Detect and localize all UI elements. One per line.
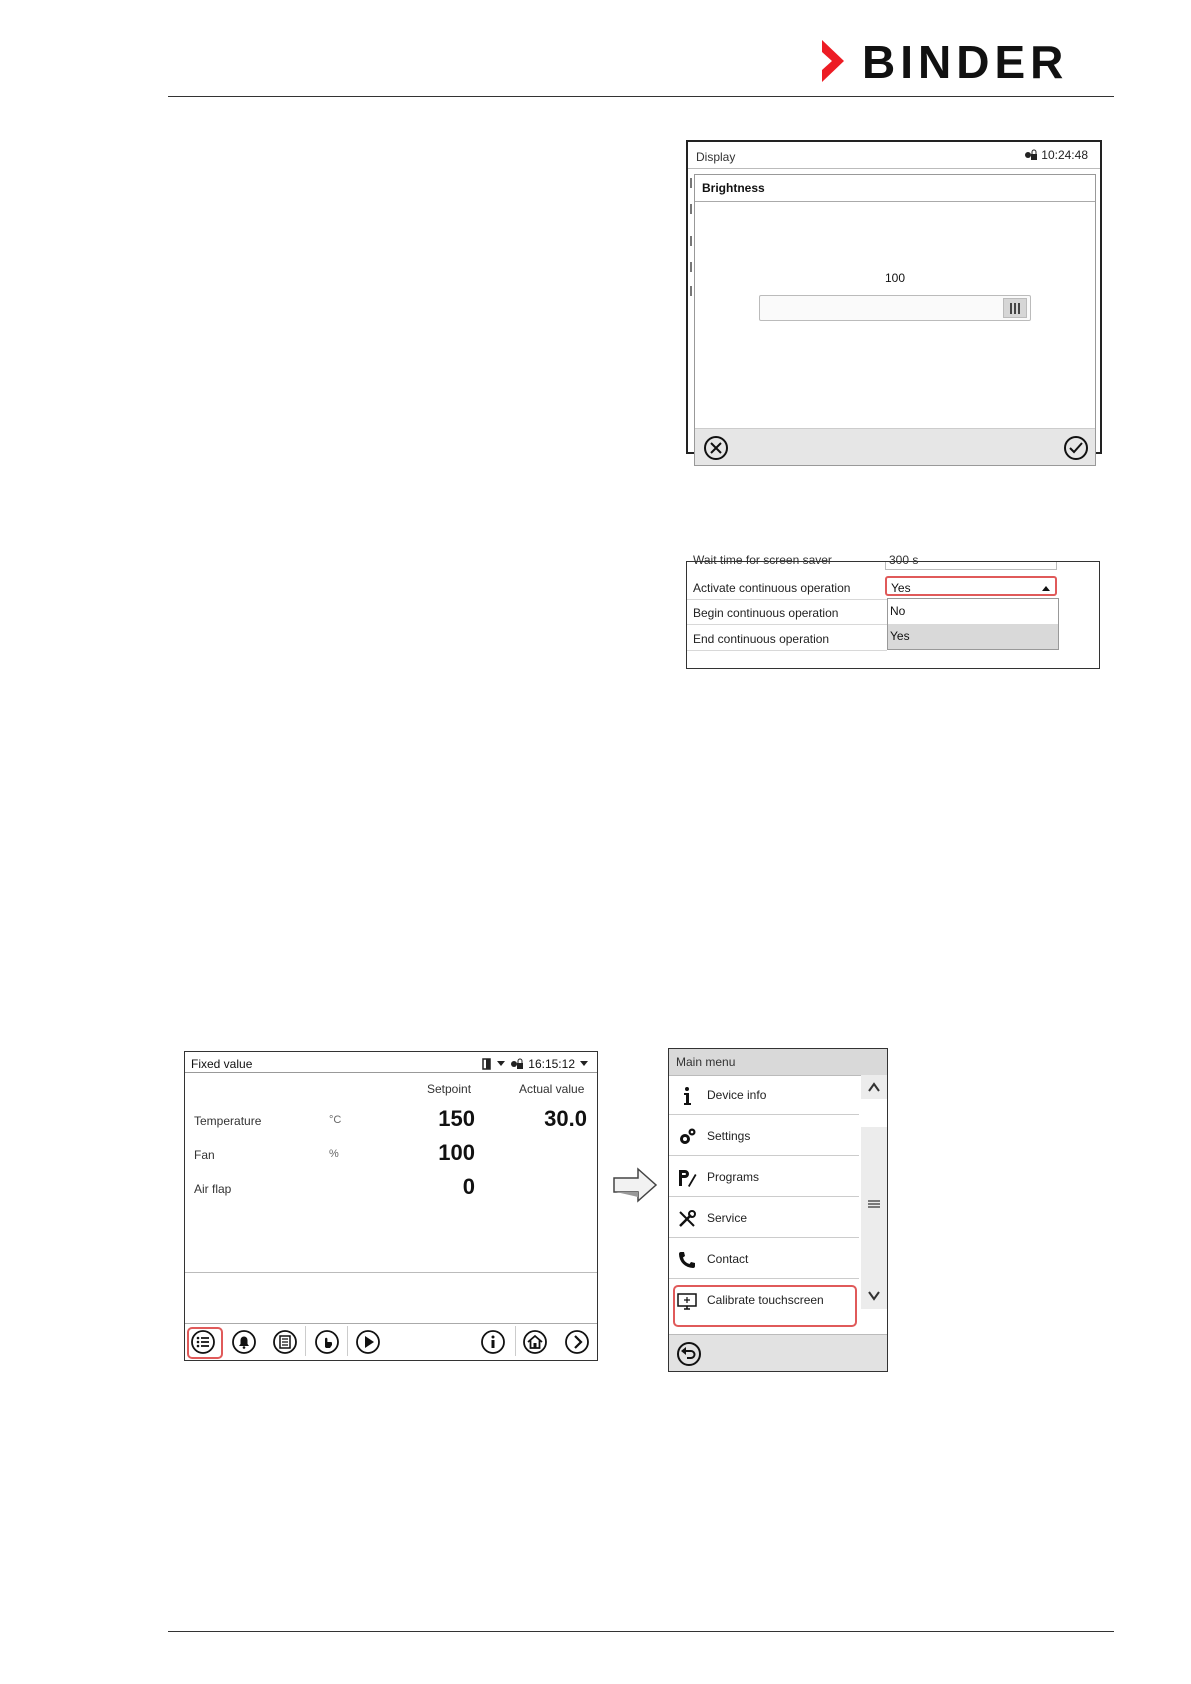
- temperature-setpoint[interactable]: 150: [438, 1106, 475, 1131]
- toolbar-divider: [305, 1326, 306, 1356]
- brightness-slider[interactable]: [759, 295, 1031, 321]
- row-temperature-unit: °C: [329, 1114, 342, 1126]
- binder-logo-mark-icon: [822, 40, 848, 82]
- fixed-value-screen: [184, 1051, 598, 1361]
- selected-value: Yes: [891, 581, 911, 595]
- brand-name: BINDER: [862, 36, 1069, 88]
- lock-user-icon: [1024, 149, 1038, 161]
- col-setpoint: Setpoint: [427, 1082, 472, 1096]
- footer-rule: [168, 1631, 1114, 1632]
- manual-mode-icon[interactable]: [315, 1330, 339, 1354]
- row-activate-label: Activate continuous operation: [693, 581, 851, 595]
- screen-title: Display: [696, 150, 736, 164]
- menu-item-label: Calibrate touchscreen: [707, 1293, 824, 1307]
- header-rule: [168, 96, 1114, 97]
- toolbar-divider: [347, 1326, 348, 1356]
- alarm-icon[interactable]: [232, 1330, 256, 1354]
- row-fan-label: Fan: [194, 1148, 215, 1162]
- menu-footer: [669, 1334, 887, 1371]
- fan-setpoint[interactable]: 100: [438, 1140, 475, 1165]
- tools-icon: [677, 1209, 697, 1229]
- program-start-icon[interactable]: [356, 1330, 380, 1354]
- toolbar-divider: [515, 1326, 516, 1356]
- menu-item-service[interactable]: [669, 1200, 859, 1238]
- slider-handle[interactable]: [1003, 298, 1027, 318]
- gears-icon: [677, 1127, 697, 1147]
- event-list-icon[interactable]: [273, 1330, 297, 1354]
- binder-logo: [822, 38, 1112, 86]
- display-settings-screen: [686, 140, 1102, 454]
- row-temperature-label: Temperature: [194, 1114, 262, 1128]
- highlight-frame: [673, 1285, 857, 1327]
- main-menu-icon[interactable]: [191, 1330, 215, 1354]
- partial-row-label: Wait time for screen saver: [693, 553, 832, 567]
- dialog-footer: [695, 428, 1095, 465]
- brightness-dialog: [694, 174, 1096, 466]
- screen-title: Main menu: [669, 1049, 887, 1076]
- chevron-down-icon[interactable]: [496, 1060, 506, 1068]
- screen-title: Fixed value: [191, 1057, 253, 1071]
- row-end-label: End continuous operation: [693, 632, 830, 646]
- temperature-actual: 30.0: [544, 1106, 587, 1131]
- brightness-value: 100: [884, 271, 906, 285]
- status-bar: [482, 1057, 589, 1071]
- option-no[interactable]: No: [890, 604, 906, 618]
- menu-item-device-info[interactable]: [669, 1077, 859, 1115]
- menu-item-label: Device info: [707, 1088, 767, 1102]
- program-editor-icon: [677, 1168, 697, 1188]
- continuous-operation-screen: [686, 553, 1100, 669]
- menu-item-programs[interactable]: [669, 1159, 859, 1197]
- time-text: 16:15:12: [528, 1057, 575, 1071]
- col-actual: Actual value: [519, 1082, 585, 1096]
- caret-up-icon: [1042, 586, 1050, 591]
- dropdown-list: [887, 598, 1059, 650]
- lock-user-icon: [510, 1058, 524, 1070]
- next-icon[interactable]: [565, 1330, 589, 1354]
- menu-scrollbar[interactable]: [861, 1075, 887, 1309]
- activate-continuous-select[interactable]: [885, 576, 1057, 596]
- scroll-thumb[interactable]: [861, 1099, 887, 1127]
- menu-item-label: Contact: [707, 1252, 749, 1266]
- check-circle-icon[interactable]: [1063, 435, 1089, 461]
- chevron-up-icon[interactable]: [867, 1081, 881, 1093]
- dialog-title: Brightness: [695, 175, 1095, 202]
- arrow-right-icon: [612, 1167, 658, 1203]
- status-time: [1024, 148, 1088, 162]
- home-icon[interactable]: [523, 1330, 547, 1354]
- time-text: 10:24:48: [1041, 148, 1088, 162]
- menu-item-label: Settings: [707, 1129, 751, 1143]
- info-icon: [677, 1086, 697, 1106]
- row-divider: [687, 650, 887, 651]
- row-divider: [687, 599, 887, 600]
- chevron-down-icon[interactable]: [867, 1289, 881, 1301]
- cancel-circle-icon[interactable]: [703, 435, 729, 461]
- option-yes[interactable]: Yes: [888, 624, 1058, 649]
- row-begin-label: Begin continuous operation: [693, 606, 839, 620]
- menu-item-contact[interactable]: [669, 1241, 859, 1279]
- menu-item-label: Programs: [707, 1170, 760, 1184]
- row-fan-unit: %: [329, 1148, 339, 1160]
- menu-item-settings[interactable]: [669, 1118, 859, 1156]
- chevron-down-icon[interactable]: [579, 1060, 589, 1068]
- row-airflap-label: Air flap: [194, 1182, 232, 1196]
- title-divider: [688, 168, 1100, 169]
- partial-row-value: 300 s: [889, 553, 919, 567]
- airflap-setpoint[interactable]: 0: [462, 1174, 475, 1199]
- info-icon[interactable]: [481, 1330, 505, 1354]
- main-menu-screen: [668, 1048, 888, 1372]
- content-divider: [185, 1272, 597, 1273]
- menu-item-label: Service: [707, 1211, 748, 1225]
- bottom-toolbar: [185, 1323, 597, 1360]
- title-divider: [185, 1072, 597, 1073]
- partial-field: [885, 562, 1057, 570]
- scroll-grip-icon: [867, 1198, 881, 1210]
- phone-icon: [677, 1250, 697, 1270]
- back-icon[interactable]: [676, 1341, 702, 1367]
- row-divider: [687, 624, 887, 625]
- door-icon: [482, 1058, 492, 1070]
